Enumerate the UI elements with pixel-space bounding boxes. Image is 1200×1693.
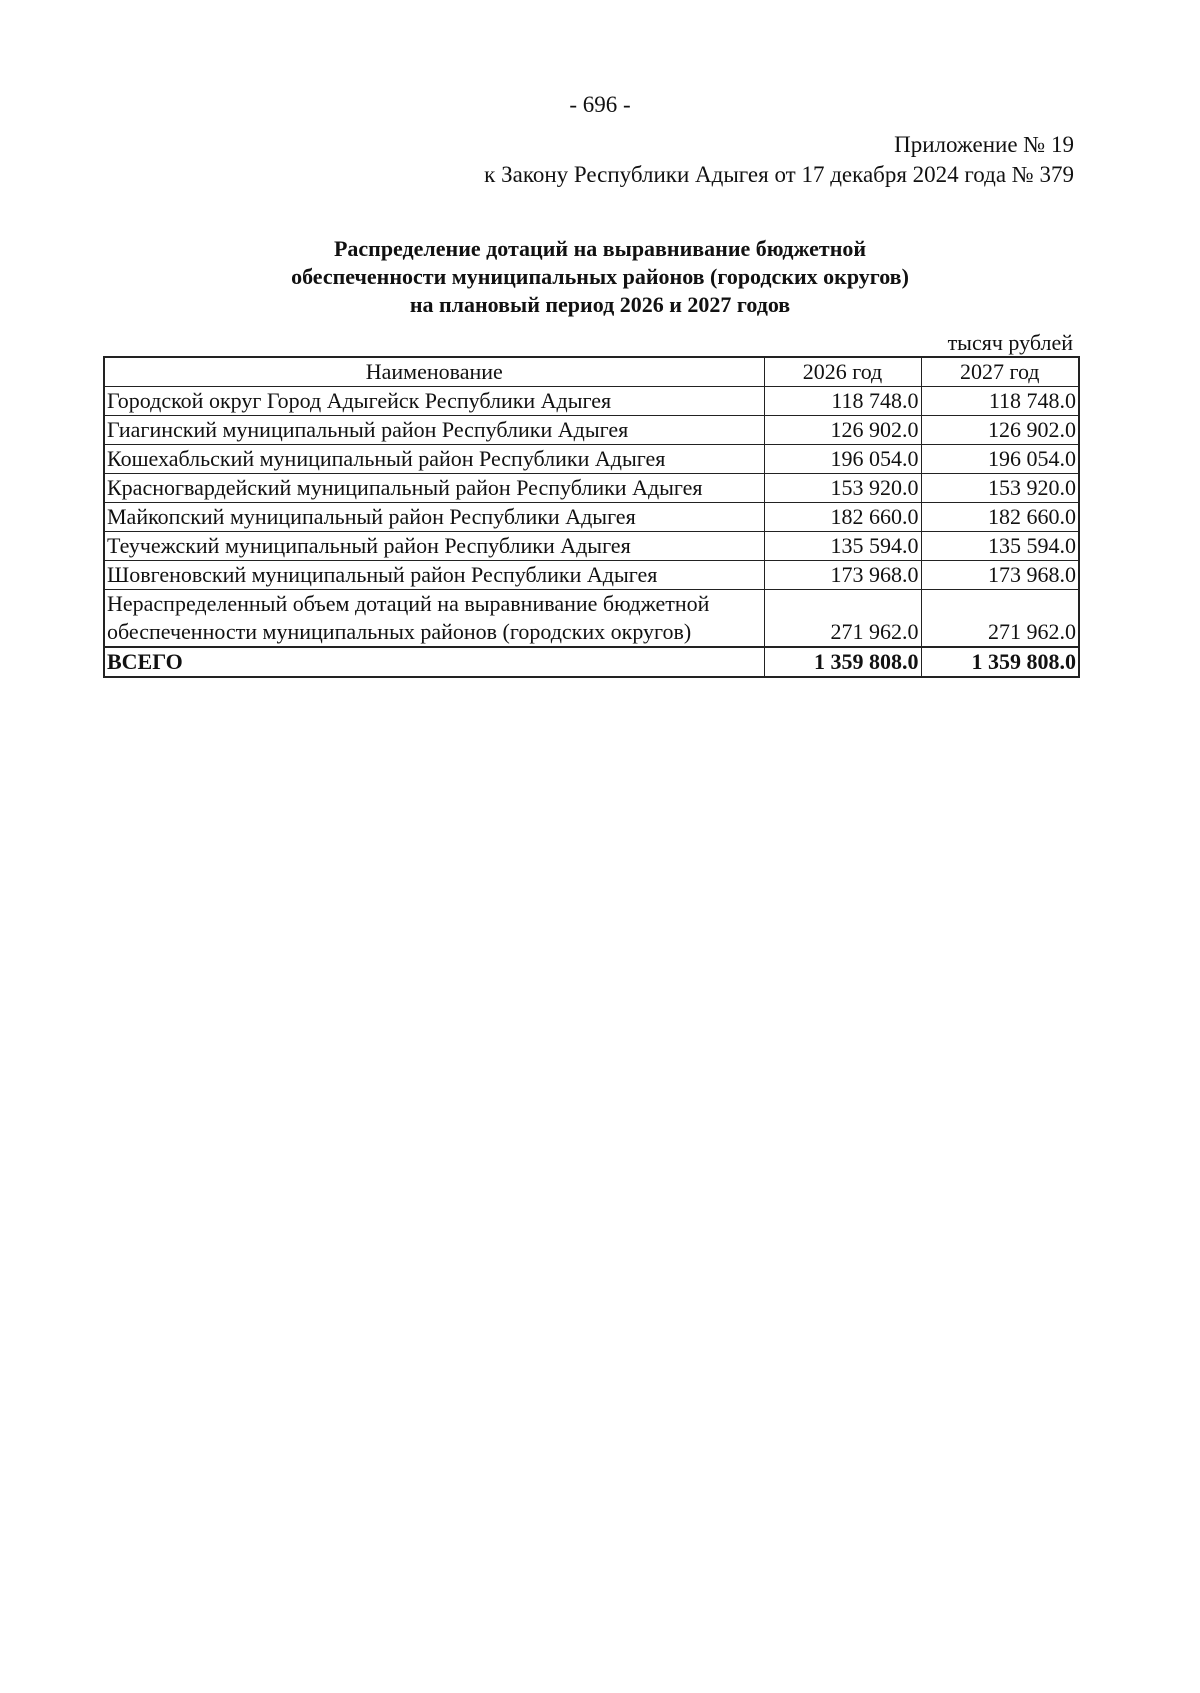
value-2026: 173 968.0 xyxy=(764,561,921,590)
table-row xyxy=(104,445,1079,474)
value-2027: 135 594.0 xyxy=(921,532,1079,561)
title-line-2: обеспеченности муниципальных районов (городских округов) xyxy=(291,264,909,289)
value-2027: 173 968.0 xyxy=(921,561,1079,590)
table-header-row xyxy=(104,357,1079,387)
page-number: - 696 - xyxy=(569,92,631,117)
table-row xyxy=(104,387,1079,416)
row-name: Нераспределенный объем дотаций на выравнивание бюджетной обеспеченности муниципальных районов (городских округов) xyxy=(104,590,764,648)
table-row xyxy=(104,503,1079,532)
units-label: тысяч рублей xyxy=(947,330,1073,355)
value-2027: 196 054.0 xyxy=(921,445,1079,474)
value-2026: 118 748.0 xyxy=(764,387,921,416)
table-row xyxy=(104,532,1079,561)
value-2026: 153 920.0 xyxy=(764,474,921,503)
value-2026: 135 594.0 xyxy=(764,532,921,561)
appendix-law-reference: к Закону Республики Адыгея от 17 декабря 2024 года № 379 xyxy=(484,162,1074,187)
table-row xyxy=(104,590,1079,648)
table-row xyxy=(104,474,1079,503)
value-2026: 271 962.0 xyxy=(764,590,921,648)
value-2027: 126 902.0 xyxy=(921,416,1079,445)
value-2027: 182 660.0 xyxy=(921,503,1079,532)
row-name: Шовгеновский муниципальный район Республики Адыгея xyxy=(104,561,764,590)
column-header-2026: 2026 год xyxy=(764,357,921,387)
row-name: Кошехабльский муниципальный район Республики Адыгея xyxy=(104,445,764,474)
row-name: Теучежский муниципальный район Республики Адыгея xyxy=(104,532,764,561)
subsidy-table xyxy=(103,356,1080,678)
appendix-reference xyxy=(484,130,1074,190)
value-2026: 126 902.0 xyxy=(764,416,921,445)
value-2026: 196 054.0 xyxy=(764,445,921,474)
value-2027: 153 920.0 xyxy=(921,474,1079,503)
row-name: Красногвардейский муниципальный район Республики Адыгея xyxy=(104,474,764,503)
table-row xyxy=(104,416,1079,445)
table-total-row xyxy=(104,647,1079,677)
row-name: Гиагинский муниципальный район Республики Адыгея xyxy=(104,416,764,445)
total-2027: 1 359 808.0 xyxy=(921,647,1079,677)
row-name: Городской округ Город Адыгейск Республики Адыгея xyxy=(104,387,764,416)
total-2026: 1 359 808.0 xyxy=(764,647,921,677)
value-2027: 271 962.0 xyxy=(921,590,1079,648)
table-row xyxy=(104,561,1079,590)
document-title xyxy=(100,235,1100,319)
title-line-3: на плановый период 2026 и 2027 годов xyxy=(409,292,791,317)
value-2026: 182 660.0 xyxy=(764,503,921,532)
column-header-2027: 2027 год xyxy=(921,357,1079,387)
row-name: Майкопский муниципальный район Республики Адыгея xyxy=(104,503,764,532)
value-2027: 118 748.0 xyxy=(921,387,1079,416)
title-line-1: Распределение дотаций на выравнивание бюджетной xyxy=(333,236,867,261)
column-header-name: Наименование xyxy=(104,357,764,387)
total-label: ВСЕГО xyxy=(104,647,764,677)
appendix-number: Приложение № 19 xyxy=(894,132,1074,157)
